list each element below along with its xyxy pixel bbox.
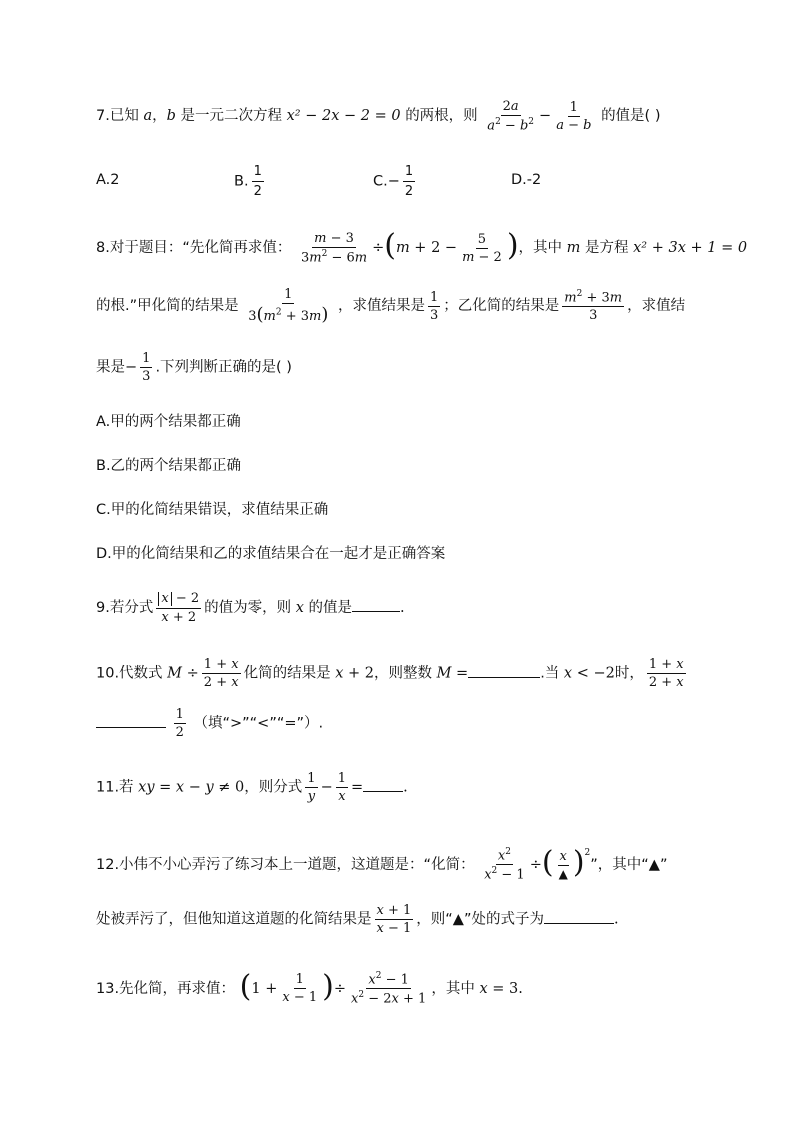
q8-option-b: B.乙的两个结果都正确 [96, 458, 242, 474]
q8-line3-a: 果是 [96, 359, 125, 376]
q10-text-d: 时， [614, 665, 644, 682]
q7-text-b: 的两根，则 [405, 108, 478, 125]
question-8-line-1: 8.对于题目：“先化简再求值： $\frac{m - 3}{3m^2 - 6m}$ ÷(m + 2 − $\frac{5}{m - 2}$ )，其中 m 是方程 x² + 3x + 1 = 0 [96, 228, 748, 266]
q11-fraction-2: $\frac{1}{x}$ [337, 771, 346, 804]
question-9: 9.若分式 $\frac{x - 2}{x + 2}$ 的值为零，则 x 的值是 . [96, 591, 405, 626]
q9-text-a: 的值为零，则 [204, 600, 292, 617]
q7-text-c: 的值是( ) [601, 108, 661, 125]
q9-label: 9.若分式 [96, 600, 154, 617]
q11-text-a: ，则分式 [244, 779, 303, 796]
question-10-line-1: 10.代数式 M ÷ $\frac{1 + x}{2 + x}$ 化简的结果是 x + 2，则整数 M = .当 x < −2时， $\frac{1 + x}{2 + x}$ [96, 657, 684, 690]
q7-option-d: D.-2 [511, 172, 542, 188]
q13-fraction-1: $\frac{1}{x - 1}$ [282, 972, 318, 1006]
q10-fraction-2: $\frac{1 + x}{2 + x}$ [648, 657, 684, 690]
q11-fraction-1: $\frac{1}{y}$ [307, 771, 316, 804]
q8-jia-value: $\frac{1}{3}$ [430, 289, 439, 323]
question-11: 11.若 xy = x − y ≠ 0，则分式 $\frac{1}{y}$ − $\frac{1}{x}$ = . [96, 771, 408, 804]
q13-fraction-2: $\frac{x^2 - 1}{x^2 - 2x + 1}$ [351, 971, 427, 1007]
q9-answer-blank[interactable] [352, 599, 400, 612]
q8-fraction-1: $\frac{m - 3}{3m^2 - 6m}$ [300, 231, 368, 266]
q7-fraction-2: $\frac{1}{a - b}$ [556, 99, 592, 133]
q7-option-c: C.− $\frac{1}{2}$ [373, 164, 414, 199]
q10-answer-blank-1[interactable] [468, 665, 540, 678]
q8-jia-result: $\frac{1}{3(m^2 + 3m)}$ [248, 287, 329, 325]
q10-text-c: .当 [540, 665, 560, 682]
q11-label: 11.若 [96, 779, 134, 796]
q13-text-a: ，其中 [431, 980, 475, 997]
q8-label: 8.对于题目：“先化简再求值： [96, 240, 292, 257]
q8-yi-value: $\frac{1}{3}$ [142, 351, 151, 384]
q12-line2-a: 处被弄污了，但他知道这道题的化简结果是 [96, 911, 372, 928]
q8-line2-b: ，求值结果是 [338, 298, 426, 314]
question-8-line-2 [96, 288, 685, 324]
q8-text-where: ，其中 [518, 240, 563, 257]
q12-answer-blank[interactable] [544, 911, 614, 924]
q7-option-b: B. $\frac{1}{2}$ [234, 164, 262, 199]
q7-option-a: A.2 [96, 172, 120, 188]
q10-answer-blank-2[interactable] [96, 715, 166, 728]
q7-label: 7.已知 [96, 108, 139, 125]
question-13: 13.先化简，再求值： (1 + $\frac{1}{x - 1}$ )÷ $\frac{x^2 - 1}{x^2 - 2x + 1}$ ，其中 x = 3. [96, 968, 523, 1007]
q8-equation: x² + 3x + 1 = 0 [633, 240, 748, 257]
q12-line2-b: ，则“▲”处的式子为 [416, 911, 544, 928]
q11-answer-blank[interactable] [363, 779, 403, 792]
q10-text-a: 化简的结果是 [243, 665, 331, 682]
q10-fraction-half: $\frac{1}{2}$ [175, 707, 184, 740]
q7-equation: x² − 2x − 2 = 0 [286, 108, 401, 125]
question-8-line-3: 果是− $\frac{1}{3}$ .下列判断正确的是( ) [96, 351, 292, 384]
q12-text-a: ”，其中“▲” [590, 856, 668, 873]
q13-label: 13.先化简，再求值： [96, 980, 236, 997]
q8-line3-b: .下列判断正确的是( ) [155, 359, 292, 376]
q10-line2: （填“>”“<”“=”）. [193, 715, 324, 732]
q8-option-a: A.甲的两个结果都正确 [96, 414, 241, 430]
question-12-line-1: 12.小伟不小心弄污了练习本上一道题，这道题是：“化简： $\frac{x^2}{x^2 - 1}$ ÷( $\frac{x}{▲}$ )$^2$”，其中“▲” [96, 844, 668, 883]
q8-line2-c: ；乙化简的结果是 [443, 298, 560, 314]
question-7: 7.已知 a，b 是一元二次方程 x² − 2x − 2 = 0 的两根，则 $\frac{2a}{a^2 - b^2}$ − $\frac{1}{a - b}$ 的值是( ) [96, 99, 661, 134]
q10-fraction-1: $\frac{1 + x}{2 + x}$ [203, 657, 239, 690]
q7-text-a: 是一元二次方程 [180, 108, 283, 125]
q8-line2-a: 的根.”甲化简的结果是 [96, 298, 239, 314]
q12-label: 12.小伟不小心弄污了练习本上一道题，这道题是：“化简： [96, 856, 475, 873]
q9-text-b: 的值是 [308, 600, 353, 617]
q8-text-root: 是方程 [585, 240, 629, 257]
q10-text-b: ，则整数 [373, 665, 432, 682]
q9-fraction: $\frac{x - 2}{x + 2}$ [156, 592, 201, 624]
question-10-line-2 [96, 708, 323, 739]
q12-fraction-smudged: $\frac{x}{▲}$ [558, 848, 568, 881]
q8-option-c: C.甲的化简结果错误，求值结果正确 [96, 502, 329, 518]
q8-yi-result: $\frac{m^2 + 3m}{3}$ [564, 288, 623, 324]
q12-fraction-1: $\frac{x^2}{x^2 - 1}$ [484, 847, 525, 883]
smudge-triangle-icon: ▲ [558, 866, 568, 881]
question-12-line-2: 处被弄污了，但他知道这道题的化简结果是 $\frac{x + 1}{x - 1}$ ，则“▲”处的式子为 . [96, 903, 619, 936]
q8-option-d: D.甲的化简结果和乙的求值结果合在一起才是正确答案 [96, 546, 446, 562]
q8-line2-d: ，求值结 [627, 298, 686, 314]
q12-result-fraction: $\frac{x + 1}{x - 1}$ [376, 903, 412, 936]
q7-fraction-1: $\frac{2a}{a^2 - b^2}$ [487, 99, 535, 134]
q10-label: 10.代数式 [96, 665, 163, 682]
